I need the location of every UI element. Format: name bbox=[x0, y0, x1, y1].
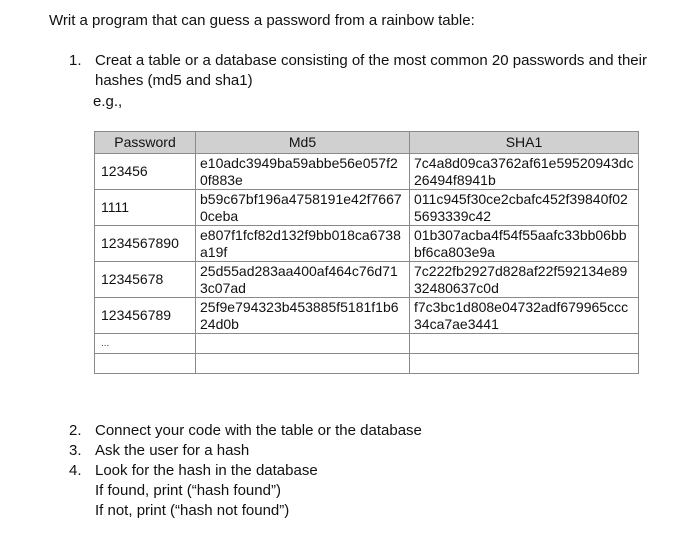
password-cell: 1111 bbox=[95, 190, 196, 226]
md5-cell: e10adc3949ba59abbe56e057f20f883e bbox=[196, 154, 410, 190]
md5-cell: 25f9e794323b453885f5181f1b624d0b bbox=[196, 298, 410, 334]
header-md5: Md5 bbox=[196, 132, 410, 154]
header-sha1: SHA1 bbox=[410, 132, 639, 154]
list-item bbox=[69, 421, 422, 441]
not-found-instruction: If not, print (“hash not found”) bbox=[95, 502, 290, 519]
list-number: 2. bbox=[69, 422, 82, 439]
password-cell: 123456789 bbox=[95, 298, 196, 334]
ellipsis-cell: ... bbox=[95, 334, 196, 354]
password-cell: 1234567890 bbox=[95, 226, 196, 262]
list-number: 3. bbox=[69, 442, 82, 459]
table-header-row bbox=[95, 132, 639, 154]
password-cell: 123456 bbox=[95, 154, 196, 190]
empty-cell bbox=[95, 354, 196, 374]
table-row-empty bbox=[95, 354, 639, 374]
sha1-cell: 7c4a8d09ca3762af61e59520943dc26494f8941b bbox=[410, 154, 639, 190]
list-item-text: Look for the hash in the database bbox=[95, 462, 318, 479]
table-row-ellipsis bbox=[95, 334, 639, 354]
rainbow-table bbox=[94, 131, 639, 374]
empty-cell bbox=[196, 354, 410, 374]
md5-cell: 25d55ad283aa400af464c76d713c07ad bbox=[196, 262, 410, 298]
item1-line1: Creat a table or a database consisting of the most common 20 passwords and their bbox=[95, 52, 647, 69]
list-number-1: 1. bbox=[69, 52, 82, 69]
empty-cell bbox=[196, 334, 410, 354]
password-cell: 12345678 bbox=[95, 262, 196, 298]
list-item bbox=[69, 441, 422, 461]
sha1-cell: 7c222fb2927d828af22f592134e8932480637c0d bbox=[410, 262, 639, 298]
header-password: Password bbox=[95, 132, 196, 154]
list-item-text: Connect your code with the table or the database bbox=[95, 422, 422, 439]
empty-cell bbox=[410, 354, 639, 374]
sha1-cell: 01b307acba4f54f55aafc33bb06bbbf6ca803e9a bbox=[410, 226, 639, 262]
table-row bbox=[95, 262, 639, 298]
table-row bbox=[95, 190, 639, 226]
example-label: e.g., bbox=[93, 93, 123, 110]
empty-cell bbox=[410, 334, 639, 354]
table-row bbox=[95, 154, 639, 190]
list-item-text: Ask the user for a hash bbox=[95, 442, 250, 459]
found-instruction: If found, print (“hash found”) bbox=[95, 482, 281, 499]
intro-text: Writ a program that can guess a password from a rainbow table: bbox=[49, 12, 475, 29]
table-row bbox=[95, 298, 639, 334]
steps-list bbox=[69, 421, 422, 521]
sha1-cell: f7c3bc1d808e04732adf679965ccc34ca7ae3441 bbox=[410, 298, 639, 334]
md5-cell: e807f1fcf82d132f9bb018ca6738a19f bbox=[196, 226, 410, 262]
md5-cell: b59c67bf196a4758191e42f76670ceba bbox=[196, 190, 410, 226]
list-number: 4. bbox=[69, 462, 82, 479]
list-item bbox=[69, 461, 422, 481]
item1-line2: hashes (md5 and sha1) bbox=[95, 72, 253, 89]
sha1-cell: 011c945f30ce2cbafc452f39840f025693339c42 bbox=[410, 190, 639, 226]
table-row bbox=[95, 226, 639, 262]
